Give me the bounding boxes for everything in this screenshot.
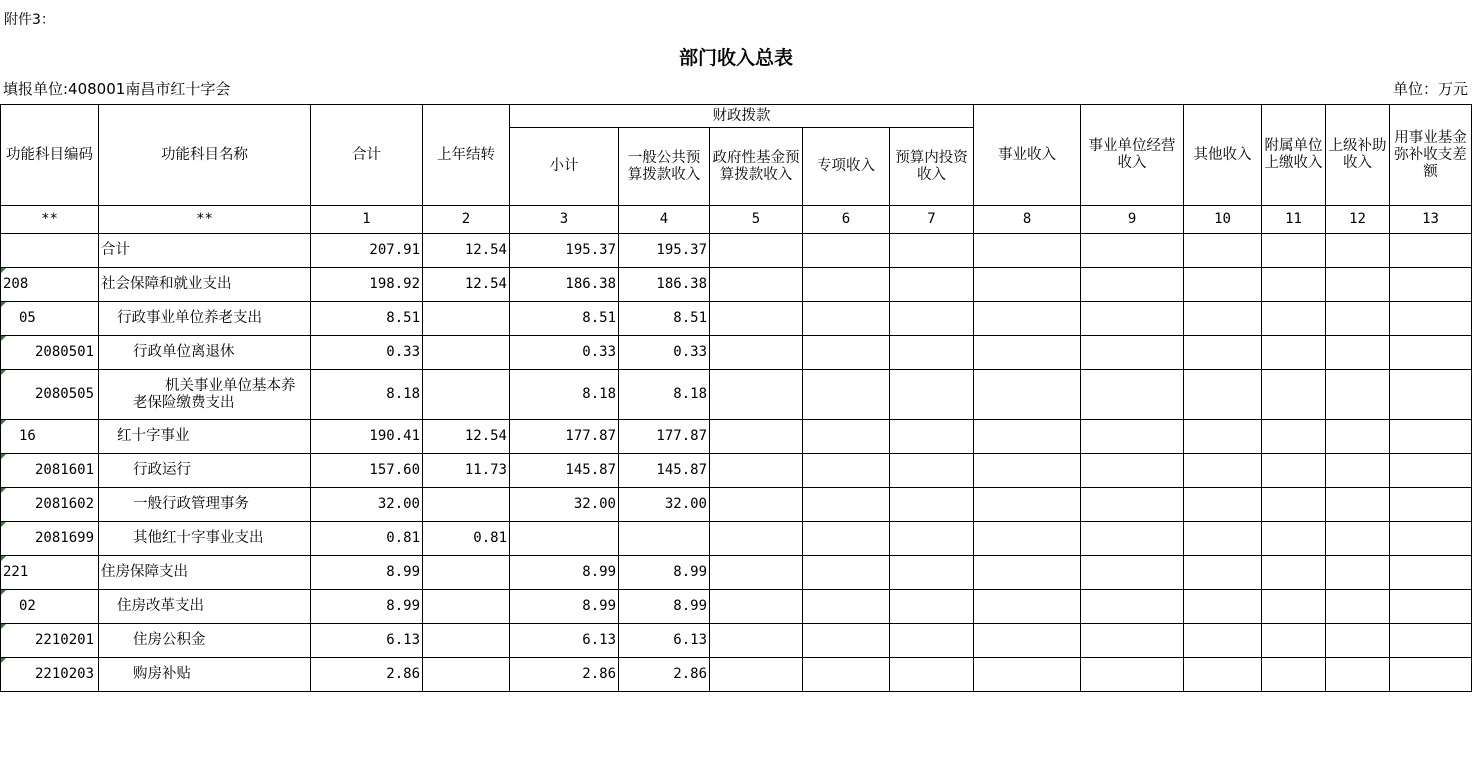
cell-empty[interactable] bbox=[1326, 302, 1390, 336]
cell-empty[interactable] bbox=[803, 590, 890, 624]
cell-carryover[interactable] bbox=[423, 556, 510, 590]
header-business-income: 事业收入 bbox=[974, 105, 1081, 206]
table-row bbox=[1, 302, 1472, 336]
cell-function-name[interactable]: 住房保障支出 bbox=[99, 556, 311, 590]
cell-empty[interactable] bbox=[1326, 268, 1390, 302]
cell-function-code[interactable] bbox=[1, 336, 99, 370]
cell-total[interactable]: 6.13 bbox=[311, 624, 423, 658]
index-cell: 8 bbox=[974, 206, 1081, 234]
cell-empty[interactable] bbox=[1081, 556, 1184, 590]
cell-empty[interactable] bbox=[803, 336, 890, 370]
cell-empty[interactable] bbox=[1081, 590, 1184, 624]
cell-empty[interactable] bbox=[1184, 488, 1262, 522]
cell-empty[interactable] bbox=[710, 234, 803, 268]
cell-empty[interactable] bbox=[1184, 556, 1262, 590]
cell-empty[interactable] bbox=[803, 556, 890, 590]
header-row-1 bbox=[1, 105, 1472, 128]
function-code-text: 208 bbox=[3, 276, 29, 292]
attachment-label: 附件3： bbox=[4, 12, 55, 28]
cell-carryover[interactable]: 12.54 bbox=[423, 268, 510, 302]
cell-empty[interactable] bbox=[1326, 454, 1390, 488]
cell-empty[interactable] bbox=[1262, 658, 1326, 692]
cell-empty[interactable] bbox=[1081, 302, 1184, 336]
cell-empty[interactable] bbox=[1184, 336, 1262, 370]
cell-general-budget[interactable]: 186.38 bbox=[619, 268, 710, 302]
table-row bbox=[1, 268, 1472, 302]
cell-empty[interactable] bbox=[1262, 590, 1326, 624]
cell-empty[interactable] bbox=[710, 454, 803, 488]
cell-empty[interactable] bbox=[1184, 522, 1262, 556]
cell-empty[interactable] bbox=[1326, 488, 1390, 522]
cell-function-name[interactable]: 红十字事业 bbox=[99, 420, 311, 454]
cell-function-name[interactable]: 行政运行 bbox=[99, 454, 311, 488]
cell-subtotal[interactable]: 8.18 bbox=[510, 370, 619, 420]
cell-empty[interactable] bbox=[1390, 624, 1472, 658]
function-code-text: 2081601 bbox=[35, 462, 95, 478]
cell-empty[interactable] bbox=[890, 556, 974, 590]
cell-empty[interactable] bbox=[803, 522, 890, 556]
cell-total[interactable]: 8.99 bbox=[311, 590, 423, 624]
cell-subtotal[interactable]: 2.86 bbox=[510, 658, 619, 692]
cell-empty[interactable] bbox=[710, 556, 803, 590]
header-name: 功能科目名称 bbox=[99, 105, 311, 206]
cell-note-marker-icon bbox=[1, 658, 6, 663]
cell-carryover[interactable] bbox=[423, 302, 510, 336]
cell-empty[interactable] bbox=[1081, 336, 1184, 370]
cell-carryover[interactable] bbox=[423, 336, 510, 370]
cell-empty[interactable] bbox=[974, 336, 1081, 370]
cell-function-name[interactable]: 社会保障和就业支出 bbox=[99, 268, 311, 302]
cell-general-budget[interactable] bbox=[619, 522, 710, 556]
cell-empty[interactable] bbox=[1081, 658, 1184, 692]
cell-empty[interactable] bbox=[1326, 556, 1390, 590]
cell-empty[interactable] bbox=[1390, 336, 1472, 370]
cell-general-budget[interactable]: 2.86 bbox=[619, 658, 710, 692]
cell-empty[interactable] bbox=[1390, 590, 1472, 624]
cell-subtotal[interactable]: 177.87 bbox=[510, 420, 619, 454]
index-cell: ** bbox=[1, 206, 99, 234]
cell-empty[interactable] bbox=[1326, 234, 1390, 268]
cell-empty[interactable] bbox=[803, 302, 890, 336]
cell-carryover[interactable]: 0.81 bbox=[423, 522, 510, 556]
cell-empty[interactable] bbox=[710, 522, 803, 556]
cell-empty[interactable] bbox=[1262, 268, 1326, 302]
index-cell: 1 bbox=[311, 206, 423, 234]
cell-empty[interactable] bbox=[1262, 420, 1326, 454]
cell-note-marker-icon bbox=[1, 556, 6, 561]
cell-empty[interactable] bbox=[710, 488, 803, 522]
cell-total[interactable]: 190.41 bbox=[311, 420, 423, 454]
cell-function-name[interactable]: 购房补贴 bbox=[99, 658, 311, 692]
function-code-text: 2080501 bbox=[35, 344, 95, 360]
cell-empty[interactable] bbox=[890, 454, 974, 488]
table-row bbox=[1, 624, 1472, 658]
cell-note-marker-icon bbox=[1, 590, 6, 595]
cell-subtotal[interactable]: 145.87 bbox=[510, 454, 619, 488]
cell-empty[interactable] bbox=[1390, 302, 1472, 336]
index-cell: 9 bbox=[1081, 206, 1184, 234]
cell-empty[interactable] bbox=[1081, 370, 1184, 420]
cell-note-marker-icon bbox=[1, 336, 6, 341]
cell-function-name[interactable]: 住房公积金 bbox=[99, 624, 311, 658]
cell-empty[interactable] bbox=[1262, 488, 1326, 522]
cell-empty[interactable] bbox=[1390, 488, 1472, 522]
function-code-text: 02 bbox=[19, 598, 36, 614]
cell-general-budget[interactable]: 32.00 bbox=[619, 488, 710, 522]
cell-empty[interactable] bbox=[710, 268, 803, 302]
index-cell: 13 bbox=[1390, 206, 1472, 234]
cell-carryover[interactable] bbox=[423, 488, 510, 522]
cell-empty[interactable] bbox=[1262, 370, 1326, 420]
cell-empty[interactable] bbox=[803, 234, 890, 268]
cell-subtotal[interactable]: 8.51 bbox=[510, 302, 619, 336]
cell-carryover[interactable]: 12.54 bbox=[423, 420, 510, 454]
cell-empty[interactable] bbox=[1081, 420, 1184, 454]
cell-subtotal[interactable] bbox=[510, 522, 619, 556]
cell-empty[interactable] bbox=[974, 590, 1081, 624]
cell-empty[interactable] bbox=[803, 268, 890, 302]
cell-total[interactable]: 32.00 bbox=[311, 488, 423, 522]
cell-general-budget[interactable]: 0.33 bbox=[619, 336, 710, 370]
currency-unit: 单位：万元 bbox=[1392, 80, 1468, 98]
function-code-text: 2210203 bbox=[35, 666, 95, 682]
header-special-income: 专项收入 bbox=[803, 128, 890, 206]
cell-empty[interactable] bbox=[803, 624, 890, 658]
cell-function-code[interactable] bbox=[1, 624, 99, 658]
cell-carryover[interactable] bbox=[423, 590, 510, 624]
cell-empty[interactable] bbox=[710, 590, 803, 624]
cell-empty[interactable] bbox=[1081, 234, 1184, 268]
cell-function-name[interactable]: 行政单位离退休 bbox=[99, 336, 311, 370]
cell-function-name[interactable]: 住房改革支出 bbox=[99, 590, 311, 624]
table-row bbox=[1, 420, 1472, 454]
cell-empty[interactable] bbox=[890, 302, 974, 336]
cell-empty[interactable] bbox=[1081, 268, 1184, 302]
cell-function-name[interactable]: 其他红十字事业支出 bbox=[99, 522, 311, 556]
cell-empty[interactable] bbox=[974, 556, 1081, 590]
cell-function-code[interactable] bbox=[1, 454, 99, 488]
index-cell: 5 bbox=[710, 206, 803, 234]
cell-empty[interactable] bbox=[890, 488, 974, 522]
cell-carryover[interactable] bbox=[423, 624, 510, 658]
cell-empty[interactable] bbox=[890, 268, 974, 302]
header-fund-offset: 用事业基金弥补收支差额 bbox=[1390, 105, 1472, 206]
cell-function-code[interactable] bbox=[1, 522, 99, 556]
cell-empty[interactable] bbox=[803, 658, 890, 692]
cell-empty[interactable] bbox=[890, 658, 974, 692]
table-row bbox=[1, 658, 1472, 692]
cell-subtotal[interactable]: 186.38 bbox=[510, 268, 619, 302]
cell-function-code[interactable] bbox=[1, 268, 99, 302]
cell-empty[interactable] bbox=[1262, 336, 1326, 370]
cell-total[interactable]: 0.33 bbox=[311, 336, 423, 370]
cell-empty[interactable] bbox=[1184, 658, 1262, 692]
page-title: 部门收入总表 bbox=[678, 47, 793, 69]
function-code-text: 2081699 bbox=[35, 530, 95, 546]
header-code: 功能科目编码 bbox=[1, 105, 99, 206]
index-cell: 2 bbox=[423, 206, 510, 234]
cell-empty[interactable] bbox=[1326, 370, 1390, 420]
function-code-text: 05 bbox=[19, 310, 36, 326]
cell-total[interactable]: 0.81 bbox=[311, 522, 423, 556]
table-row bbox=[1, 522, 1472, 556]
cell-empty[interactable] bbox=[890, 522, 974, 556]
cell-general-budget[interactable]: 177.87 bbox=[619, 420, 710, 454]
cell-subtotal[interactable]: 8.99 bbox=[510, 590, 619, 624]
header-general-budget: 一般公共预算拨款收入 bbox=[619, 128, 710, 206]
cell-function-name[interactable]: 行政事业单位养老支出 bbox=[99, 302, 311, 336]
cell-empty[interactable] bbox=[974, 268, 1081, 302]
header-superior-subsidy: 上级补助收入 bbox=[1326, 105, 1390, 206]
cell-empty[interactable] bbox=[1326, 624, 1390, 658]
cell-subtotal[interactable]: 0.33 bbox=[510, 336, 619, 370]
index-cell: 12 bbox=[1326, 206, 1390, 234]
cell-empty[interactable] bbox=[803, 488, 890, 522]
cell-function-code[interactable] bbox=[1, 420, 99, 454]
cell-function-name[interactable]: 合计 bbox=[99, 234, 311, 268]
cell-empty[interactable] bbox=[803, 420, 890, 454]
table-row bbox=[1, 590, 1472, 624]
index-cell: 10 bbox=[1184, 206, 1262, 234]
cell-empty[interactable] bbox=[1326, 420, 1390, 454]
cell-empty[interactable] bbox=[1390, 522, 1472, 556]
cell-empty[interactable] bbox=[803, 370, 890, 420]
cell-note-marker-icon bbox=[1, 624, 6, 629]
cell-note-marker-icon bbox=[1, 522, 6, 527]
cell-function-code[interactable] bbox=[1, 488, 99, 522]
cell-empty[interactable] bbox=[974, 234, 1081, 268]
cell-empty[interactable] bbox=[1184, 454, 1262, 488]
cell-empty[interactable] bbox=[890, 234, 974, 268]
cell-empty[interactable] bbox=[974, 624, 1081, 658]
cell-total[interactable]: 8.51 bbox=[311, 302, 423, 336]
cell-empty[interactable] bbox=[974, 420, 1081, 454]
function-code-text: 2081602 bbox=[35, 496, 95, 512]
cell-empty[interactable] bbox=[1262, 556, 1326, 590]
cell-general-budget[interactable]: 145.87 bbox=[619, 454, 710, 488]
header-budget-investment: 预算内投资收入 bbox=[890, 128, 974, 206]
table-row bbox=[1, 336, 1472, 370]
cell-general-budget[interactable]: 195.37 bbox=[619, 234, 710, 268]
cell-empty[interactable] bbox=[803, 454, 890, 488]
cell-empty[interactable] bbox=[1326, 658, 1390, 692]
table-row bbox=[1, 488, 1472, 522]
cell-note-marker-icon bbox=[1, 420, 6, 425]
cell-general-budget[interactable]: 8.99 bbox=[619, 556, 710, 590]
cell-note-marker-icon bbox=[1, 302, 6, 307]
cell-empty[interactable] bbox=[710, 420, 803, 454]
function-code-text: 16 bbox=[19, 428, 36, 444]
header-fiscal-allocation: 财政拨款 bbox=[510, 105, 974, 128]
cell-note-marker-icon bbox=[1, 488, 6, 493]
cell-empty[interactable] bbox=[1081, 624, 1184, 658]
cell-total[interactable]: 198.92 bbox=[311, 268, 423, 302]
cell-total[interactable]: 8.18 bbox=[311, 370, 423, 420]
cell-empty[interactable] bbox=[1184, 590, 1262, 624]
cell-function-code[interactable] bbox=[1, 658, 99, 692]
cell-general-budget[interactable]: 8.18 bbox=[619, 370, 710, 420]
cell-empty[interactable] bbox=[974, 522, 1081, 556]
cell-general-budget[interactable]: 8.51 bbox=[619, 302, 710, 336]
table-row bbox=[1, 454, 1472, 488]
cell-total[interactable]: 8.99 bbox=[311, 556, 423, 590]
cell-empty[interactable] bbox=[1390, 454, 1472, 488]
cell-general-budget[interactable]: 6.13 bbox=[619, 624, 710, 658]
index-cell: 3 bbox=[510, 206, 619, 234]
table-row bbox=[1, 234, 1472, 268]
cell-empty[interactable] bbox=[1262, 522, 1326, 556]
cell-note-marker-icon bbox=[1, 268, 6, 273]
cell-empty[interactable] bbox=[974, 488, 1081, 522]
cell-empty[interactable] bbox=[974, 370, 1081, 420]
cell-empty[interactable] bbox=[1184, 370, 1262, 420]
function-code-text: 221 bbox=[3, 564, 29, 580]
index-cell: 7 bbox=[890, 206, 974, 234]
cell-empty[interactable] bbox=[1326, 336, 1390, 370]
cell-carryover[interactable]: 12.54 bbox=[423, 234, 510, 268]
index-cell: 4 bbox=[619, 206, 710, 234]
cell-function-code[interactable] bbox=[1, 234, 99, 268]
cell-empty[interactable] bbox=[890, 336, 974, 370]
cell-empty[interactable] bbox=[1390, 556, 1472, 590]
cell-subtotal[interactable]: 195.37 bbox=[510, 234, 619, 268]
reporting-unit: 填报单位:408001南昌市红十字会 bbox=[3, 80, 231, 98]
cell-empty[interactable] bbox=[710, 370, 803, 420]
cell-empty[interactable] bbox=[890, 370, 974, 420]
cell-function-code[interactable] bbox=[1, 370, 99, 420]
cell-empty[interactable] bbox=[710, 336, 803, 370]
cell-function-code[interactable] bbox=[1, 590, 99, 624]
cell-total[interactable]: 207.91 bbox=[311, 234, 423, 268]
table-row bbox=[1, 556, 1472, 590]
header-affiliated-income: 附属单位上缴收入 bbox=[1262, 105, 1326, 206]
cell-function-code[interactable] bbox=[1, 556, 99, 590]
cell-general-budget[interactable]: 8.99 bbox=[619, 590, 710, 624]
table-row bbox=[1, 370, 1472, 420]
cell-empty[interactable] bbox=[1326, 590, 1390, 624]
cell-empty[interactable] bbox=[1081, 522, 1184, 556]
cell-empty[interactable] bbox=[1184, 420, 1262, 454]
cell-empty[interactable] bbox=[1390, 420, 1472, 454]
revenue-summary-table bbox=[0, 104, 1472, 692]
cell-empty[interactable] bbox=[710, 624, 803, 658]
index-cell: 6 bbox=[803, 206, 890, 234]
cell-empty[interactable] bbox=[974, 302, 1081, 336]
index-cell: 11 bbox=[1262, 206, 1326, 234]
cell-empty[interactable] bbox=[1262, 454, 1326, 488]
cell-empty[interactable] bbox=[1081, 454, 1184, 488]
cell-empty[interactable] bbox=[1326, 522, 1390, 556]
cell-empty[interactable] bbox=[1390, 268, 1472, 302]
index-row bbox=[1, 206, 1472, 234]
cell-empty[interactable] bbox=[1262, 234, 1326, 268]
cell-empty[interactable] bbox=[1184, 624, 1262, 658]
cell-empty[interactable] bbox=[710, 658, 803, 692]
cell-subtotal[interactable]: 8.99 bbox=[510, 556, 619, 590]
cell-empty[interactable] bbox=[1184, 302, 1262, 336]
cell-empty[interactable] bbox=[1184, 268, 1262, 302]
cell-empty[interactable] bbox=[890, 590, 974, 624]
function-code-text: 2080505 bbox=[35, 386, 95, 402]
header-gov-fund: 政府性基金预算拨款收入 bbox=[710, 128, 803, 206]
cell-empty[interactable] bbox=[974, 658, 1081, 692]
cell-subtotal[interactable]: 6.13 bbox=[510, 624, 619, 658]
function-code-text: 2210201 bbox=[35, 632, 95, 648]
index-cell: ** bbox=[99, 206, 311, 234]
cell-empty[interactable] bbox=[1262, 302, 1326, 336]
cell-empty[interactable] bbox=[890, 420, 974, 454]
cell-empty[interactable] bbox=[1184, 234, 1262, 268]
cell-carryover[interactable] bbox=[423, 370, 510, 420]
header-carryover: 上年结转 bbox=[423, 105, 510, 206]
cell-empty[interactable] bbox=[1081, 488, 1184, 522]
cell-note-marker-icon bbox=[1, 454, 6, 459]
header-other-income: 其他收入 bbox=[1184, 105, 1262, 206]
cell-function-code[interactable] bbox=[1, 302, 99, 336]
cell-total[interactable]: 157.60 bbox=[311, 454, 423, 488]
cell-carryover[interactable] bbox=[423, 658, 510, 692]
header-operating-income: 事业单位经营收入 bbox=[1081, 105, 1184, 206]
cell-carryover[interactable]: 11.73 bbox=[423, 454, 510, 488]
cell-total[interactable]: 2.86 bbox=[311, 658, 423, 692]
cell-subtotal[interactable]: 32.00 bbox=[510, 488, 619, 522]
header-subtotal: 小计 bbox=[510, 128, 619, 206]
header-total: 合计 bbox=[311, 105, 423, 206]
cell-empty[interactable] bbox=[974, 454, 1081, 488]
cell-empty[interactable] bbox=[1262, 624, 1326, 658]
cell-function-name[interactable]: 机关事业单位基本养老保险缴费支出 bbox=[99, 370, 311, 420]
cell-empty[interactable] bbox=[1390, 234, 1472, 268]
cell-function-name[interactable]: 一般行政管理事务 bbox=[99, 488, 311, 522]
cell-empty[interactable] bbox=[890, 624, 974, 658]
cell-empty[interactable] bbox=[710, 302, 803, 336]
cell-empty[interactable] bbox=[1390, 658, 1472, 692]
cell-note-marker-icon bbox=[1, 370, 6, 375]
cell-empty[interactable] bbox=[1390, 370, 1472, 420]
